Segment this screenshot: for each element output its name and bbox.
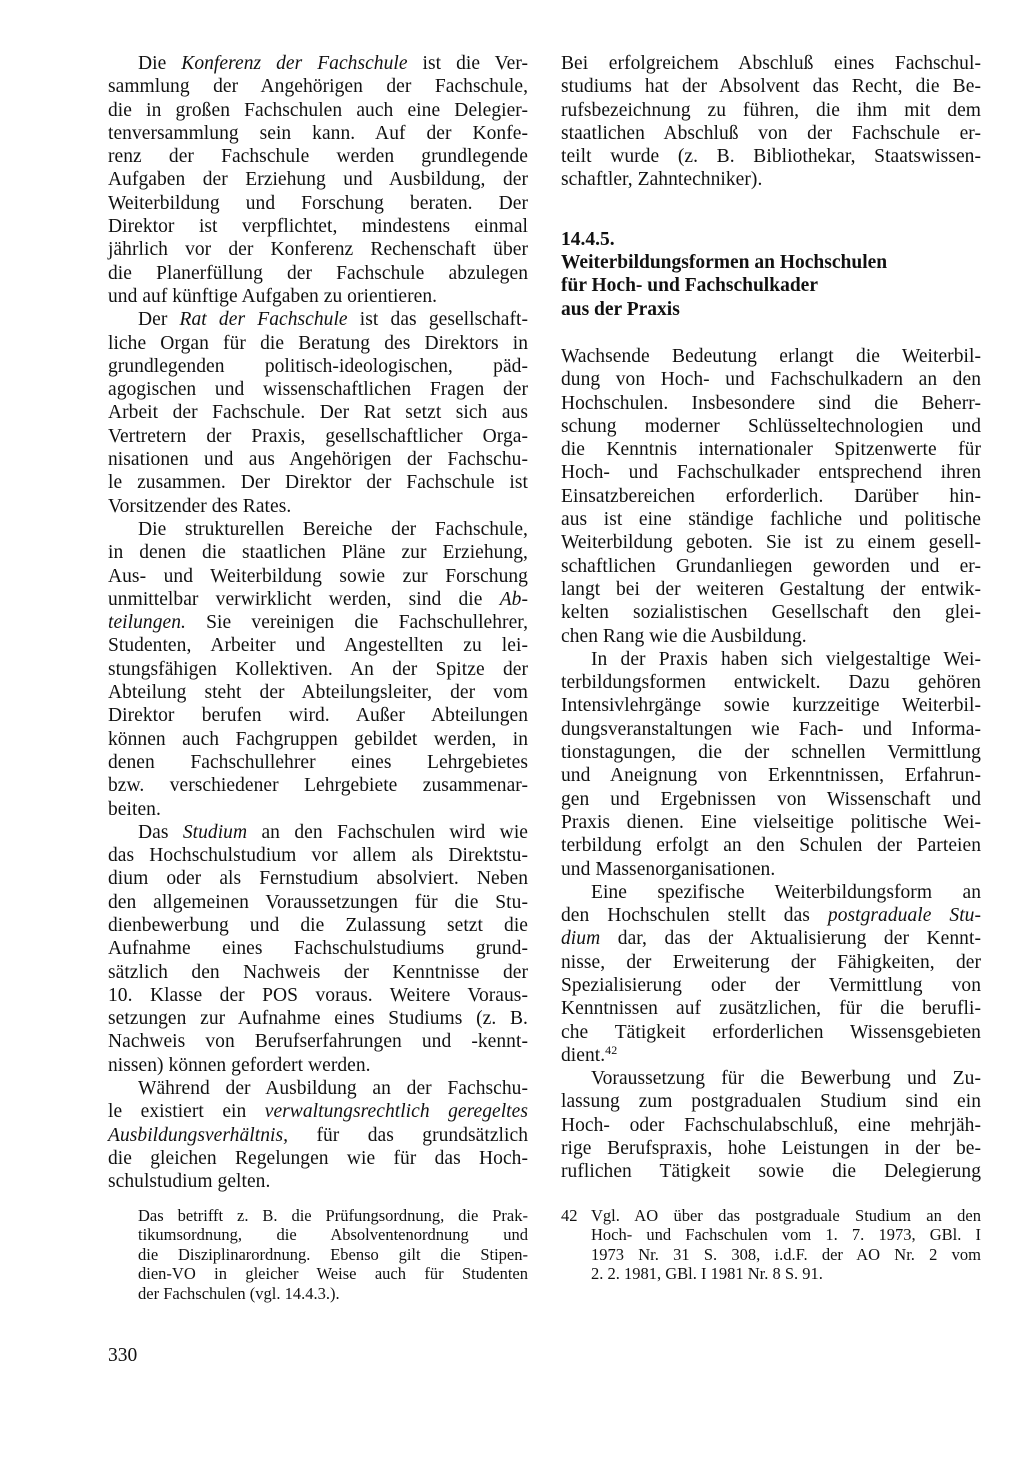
text-line (591, 1206, 981, 1226)
footnote-number: 42 (561, 1205, 578, 1225)
text-run: beiten. (108, 798, 161, 820)
text-line (561, 531, 981, 554)
text-line (561, 625, 981, 648)
text-line (561, 438, 981, 461)
text-run: die Kenntnis internationaler Spitzenwerte für (561, 439, 981, 461)
text-line (108, 308, 528, 331)
text-line (561, 764, 981, 787)
text-line (108, 425, 528, 448)
text-line (108, 658, 528, 681)
text-run: Eine spezifische Weiterbildungsform an (591, 881, 981, 903)
text-line (561, 392, 981, 415)
text-line (108, 914, 528, 937)
text-line (108, 1077, 528, 1100)
text-line (108, 262, 528, 285)
text-line (108, 634, 528, 657)
text-line (108, 1170, 528, 1193)
text-line (561, 741, 981, 764)
text-run: Direktor berufen wird. Außer Abteilungen (108, 705, 528, 727)
text-run: kelten sozialistischen Gesellschaft den glei- (561, 602, 981, 624)
text-run: Bei erfolgreichem Abschluß eines Fachschul- (561, 53, 981, 74)
text-line (108, 891, 528, 914)
text-run: Praxis dienen. Eine vielseitige politische Wei- (561, 811, 981, 833)
text-run: nissen) können gefordert werden. (108, 1054, 371, 1076)
text-line (561, 368, 981, 391)
italic-term: Konferenz der Fachschule (181, 53, 408, 74)
text-run: sätzlich den Nachweis der Kenntnisse der (108, 961, 528, 983)
text-line (108, 168, 528, 191)
text-run: jährlich vor der Konferenz Rechenschaft über (108, 239, 528, 261)
text-line (108, 541, 528, 564)
paragraph-weiterbildung (561, 345, 981, 648)
text-line (561, 951, 981, 974)
text-run: le zusammen. Der Direktor der Fachschule ist (108, 472, 528, 494)
text-run: ist das gesellschaft- (347, 309, 529, 331)
text-run: gen und Ergebnissen von Wissenschaft und (561, 788, 981, 810)
text-run: an den Fachschulen wird wie (247, 821, 528, 843)
text-line (561, 694, 981, 717)
text-run: renz der Fachschule werden grundlegende (108, 146, 528, 168)
text-line (108, 1100, 528, 1123)
text-line (138, 1284, 528, 1304)
text-run: Hochschulen. Insbesondere sind die Beherr- (561, 392, 981, 414)
text-run: Hoch- und Fachschulkader entsprechend ihren (561, 462, 981, 484)
text-run: Das betrifft z. B. die Prüfungsordnung, die Prak- (138, 1205, 528, 1225)
text-line (108, 1030, 528, 1053)
text-line (138, 1225, 528, 1245)
text-run: und Massenorganisationen. (561, 858, 776, 880)
text-run: in denen die staatlichen Pläne zur Erziehung, (108, 542, 528, 564)
text-line (108, 215, 528, 238)
text-line (108, 681, 528, 704)
italic-term: Ausbildungsverhältnis, (108, 1124, 289, 1146)
text-line (561, 834, 981, 857)
text-run: und Aneignung von Erkenntnissen, Erfahrun- (561, 765, 981, 787)
text-run: langt bei der weiteren Gestaltung der entwik- (561, 578, 981, 600)
italic-term: dium (561, 928, 601, 950)
text-run: Kenntnissen auf zusätzlichen, für die berufli- (561, 998, 981, 1020)
text-run: Während der Ausbildung an der Fachschu- (138, 1078, 528, 1100)
text-line (138, 1245, 528, 1265)
text-run: schaftlichen Grundanliegen geworden und er- (561, 555, 981, 577)
text-line (108, 984, 528, 1007)
text-line (108, 401, 528, 424)
text-run: che Tätigkeit erforderlichen Wissensgebieten (561, 1021, 981, 1043)
text-run: dienbewerbung und die Zulassung setzt die (108, 914, 528, 936)
text-line (561, 508, 981, 531)
text-run: staatlichen Abschluß von der Fachschule er- (561, 122, 981, 144)
text-line (561, 718, 981, 741)
text-run: Vorsitzender des Rates. (108, 495, 292, 517)
text-run: agogischen und wissenschaftlichen Fragen der (108, 379, 528, 401)
text-run: dungsveranstaltungen wie Fach- und Informa- (561, 718, 981, 740)
text-run: ist die Ver- (407, 53, 529, 74)
text-line (108, 1124, 528, 1147)
right-column (561, 52, 981, 1284)
text-run: terbildungsformen entwickelt. Dazu gehören (561, 672, 981, 694)
text-run: die gleichen Regelungen wie für das Hoch- (108, 1147, 528, 1169)
text-run: ruflichen Tätigkeit sowie die Delegierung (561, 1161, 981, 1183)
text-line (561, 168, 981, 191)
text-line (108, 937, 528, 960)
text-run: Abteilung steht der Abteilungsleiter, der vom (108, 682, 528, 704)
text-line (108, 751, 528, 774)
paragraph-studium (108, 821, 528, 1077)
text-run: bzw. verschiedener Lehrgebiete zusammenar- (108, 775, 528, 797)
text-run: den Hochschulen stellt das (561, 905, 828, 927)
text-line (561, 601, 981, 624)
text-line (108, 611, 528, 634)
text-run: teilt wurde (z. B. Bibliothekar, Staatswissen- (561, 146, 981, 168)
text-line (108, 704, 528, 727)
text-line (561, 578, 981, 601)
text-run: Spezialisierung oder der Vermittlung von (561, 974, 981, 996)
text-run: Vgl. AO über das postgraduale Studium an den (591, 1205, 981, 1225)
text-line (108, 495, 528, 518)
italic-term: teilungen. (108, 612, 186, 634)
text-run: Voraussetzung für die Bewerbung und Zu- (591, 1068, 981, 1090)
text-run: In der Praxis haben sich vielgestaltige Wei- (591, 648, 981, 670)
text-line (561, 997, 981, 1020)
text-line (591, 1264, 981, 1284)
text-run: Intensivlehrgänge sowie kurzzeitige Weiterbil- (561, 695, 981, 717)
text-line (108, 728, 528, 751)
text-line (561, 1137, 981, 1160)
text-line (108, 961, 528, 984)
text-run: 1973 Nr. 31 S. 308, i.d.F. der AO Nr. 2 vom (591, 1244, 981, 1264)
footnote-42 (561, 1206, 981, 1284)
text-run: für das grundsätzlich (288, 1124, 528, 1146)
page-number: 330 (108, 1345, 138, 1366)
text-line (108, 867, 528, 890)
text-line (561, 145, 981, 168)
text-run: Wachsende Bedeutung erlangt die Weiterbil- (561, 345, 981, 367)
text-run: setzungen zur Aufnahme eines Studiums (z. B. (108, 1008, 528, 1030)
text-line (561, 1114, 981, 1137)
paragraph-rat (108, 308, 528, 518)
text-line (108, 1054, 528, 1077)
paragraph-praxis (561, 648, 981, 881)
text-run: unmittelbar verwirklicht werden, sind die (108, 588, 500, 610)
text-line (108, 238, 528, 261)
text-line (591, 1225, 981, 1245)
text-run: Hoch- oder Fachschulabschluß, eine mehrjäh- (561, 1114, 981, 1136)
text-line (561, 99, 981, 122)
text-line (108, 1147, 528, 1170)
text-run: der Fachschulen (vgl. 14.4.3.). (138, 1283, 340, 1303)
italic-term: Rat der Fachschule (179, 309, 348, 331)
text-line (561, 415, 981, 438)
text-line (108, 1007, 528, 1030)
text-line (108, 122, 528, 145)
text-run: tionstagungen, die der schnellen Vermittlung (561, 742, 981, 764)
text-line (561, 671, 981, 694)
text-run: tikumsordnung, die Absolventenordnung und (138, 1225, 528, 1245)
text-line (561, 1044, 981, 1067)
text-line (108, 798, 528, 821)
text-run: schulstudium gelten. (108, 1171, 271, 1193)
text-run: le existiert ein (108, 1101, 265, 1123)
paragraph-konferenz (108, 52, 528, 308)
section-title-line: aus der Praxis (561, 298, 680, 320)
text-line (561, 345, 981, 368)
text-run: schung moderner Schlüsseltechnologien und (561, 415, 981, 437)
text-run: chen Rang wie die Ausbildung. (561, 625, 807, 647)
italic-term: Studium (182, 821, 248, 843)
text-line (108, 774, 528, 797)
text-run: Die strukturellen Bereiche der Fachschule, (138, 518, 528, 540)
text-line (561, 788, 981, 811)
text-run: Sie vereinigen die Fachschullehrer, (185, 612, 528, 634)
text-line (561, 927, 981, 950)
text-run: terbildung erfolgt an den Schulen der Parteien (561, 835, 981, 857)
italic-term: postgraduale Stu- (827, 905, 982, 927)
text-line (138, 1264, 528, 1284)
paragraph-ausbildungsverhaeltnis (108, 1077, 528, 1193)
text-line (561, 1090, 981, 1113)
text-run: Vertretern der Praxis, gesellschaftlicher Orga- (108, 425, 528, 447)
text-run: lassung zum postgradualen Studium sind ein (561, 1091, 981, 1113)
text-line (108, 332, 528, 355)
text-line (108, 378, 528, 401)
text-line (108, 145, 528, 168)
text-run: den allgemeinen Voraussetzungen für die Stu- (108, 891, 528, 913)
text-run: grundlegenden politisch-ideologischen, päd- (108, 355, 528, 377)
paragraph-postgraduales-studium (561, 881, 981, 1067)
text-line (561, 1021, 981, 1044)
text-run: liche Organ für die Beratung des Direktors in (108, 332, 528, 354)
section-number: 14.4.5. (561, 228, 615, 250)
text-run: Einsatzbereichen erforderlich. Darüber hin- (561, 485, 981, 507)
small-print-note (108, 1206, 528, 1304)
paragraph-voraussetzung (561, 1067, 981, 1183)
text-run: Die (138, 53, 182, 74)
section-title-line: Weiterbildungsformen an Hochschulen (561, 252, 888, 274)
text-line (108, 192, 528, 215)
text-run: dium oder als Fernstudium absolviert. Neben (108, 868, 528, 890)
text-line (108, 448, 528, 471)
text-run: 2. 2. 1981, GBl. I 1981 Nr. 8 S. 91. (591, 1264, 823, 1284)
text-run: rufsbezeichnung zu führen, die ihm mit dem (561, 99, 981, 121)
text-line (561, 904, 981, 927)
text-run: rige Berufspraxis, hohe Leistungen in der be- (561, 1138, 981, 1160)
left-column (108, 52, 528, 1304)
section-title-line: für Hoch- und Fachschulkader (561, 275, 818, 297)
text-line (561, 881, 981, 904)
text-line (108, 285, 528, 308)
footnote-text (591, 1206, 981, 1284)
text-line (138, 1206, 528, 1226)
text-run: Studenten, Arbeiter und Angestellten zu lei- (108, 635, 528, 657)
section-heading (561, 228, 981, 321)
italic-term: verwaltungsrechtlich geregeltes (264, 1101, 528, 1123)
text-run: nisse, der Erweiterung der Fähigkeiten, der (561, 951, 981, 973)
text-line (561, 461, 981, 484)
text-run: Arbeit der Fachschule. Der Rat setzt sich aus (108, 402, 528, 424)
text-line (108, 588, 528, 611)
text-run: Der (138, 309, 180, 331)
text-line (561, 52, 981, 75)
paragraph-abschluss (561, 52, 981, 192)
text-run: können auch Fachgruppen gebildet werden, in (108, 728, 528, 750)
text-line (561, 555, 981, 578)
text-run: schaftler, Zahntechniker). (561, 169, 763, 191)
text-line (561, 1160, 981, 1183)
text-run: die Disziplinarordnung. Ebenso gilt die Stipen- (138, 1244, 528, 1264)
text-run: Weiterbildung geboten. Sie ist zu einem gesell- (561, 532, 981, 554)
text-line (561, 75, 981, 98)
text-line (561, 974, 981, 997)
italic-term: Ab- (499, 588, 528, 610)
text-run: das Hochschulstudium vor allem als Direktstu- (108, 845, 528, 867)
text-line (108, 565, 528, 588)
text-line (108, 518, 528, 541)
text-line (108, 821, 528, 844)
text-run: und auf künftige Aufgaben zu orientieren. (108, 285, 438, 307)
text-run: studiums hat der Absolvent das Recht, die Be- (561, 76, 981, 98)
text-line (108, 75, 528, 98)
text-line (561, 1067, 981, 1090)
text-run: Hoch- und Fachschulen vom 1. 7. 1973, GBl. I (591, 1225, 981, 1245)
text-run: 10. Klasse der POS voraus. Weitere Voraus- (108, 984, 528, 1006)
text-line (108, 52, 528, 75)
text-run: nisationen und aus Angehörigen der Fachschu- (108, 449, 528, 471)
text-run: die Planerfüllung der Fachschule abzulegen (108, 262, 528, 284)
text-run: Aufnahme eines Fachschulstudiums grund- (108, 938, 528, 960)
text-run: Das (138, 821, 183, 843)
text-line (561, 485, 981, 508)
text-run: Aus- und Weiterbildung sowie zur Forschung (108, 565, 528, 587)
text-run: dar, das der Aktualisierung der Kennt- (600, 928, 981, 950)
text-line (561, 858, 981, 881)
text-line (108, 844, 528, 867)
paragraph-abteilungen (108, 518, 528, 821)
text-line (591, 1245, 981, 1265)
text-run: die in großen Fachschulen auch eine Delegier- (108, 99, 528, 121)
text-line (108, 471, 528, 494)
text-line (108, 99, 528, 122)
text-run: Aufgaben der Erziehung und Ausbildung, der (108, 169, 528, 191)
text-run: stungsfähigen Kollektiven. An der Spitze der (108, 658, 528, 680)
text-line (561, 122, 981, 145)
footnote-reference: 42 (605, 1042, 618, 1057)
text-line (108, 355, 528, 378)
text-run: dient. (561, 1044, 606, 1066)
text-run: Nachweis von Berufserfahrungen und -kennt- (108, 1031, 528, 1053)
text-run: dung von Hoch- und Fachschulkadern an den (561, 369, 981, 391)
text-run: Weiterbildung und Forschung beraten. Der (108, 192, 528, 214)
text-line (561, 648, 981, 671)
text-line (561, 811, 981, 834)
text-run: Direktor ist verpflichtet, mindestens einmal (108, 216, 528, 238)
text-run: denen Fachschullehrer eines Lehrgebietes (108, 751, 528, 773)
text-run: dien-VO in gleicher Weise auch für Studenten (138, 1264, 528, 1284)
text-run: aus ist eine ständige fachliche und politische (561, 509, 981, 531)
text-run: tenversammlung sein kann. Auf der Konfe- (108, 122, 528, 144)
text-run: sammlung der Angehörigen der Fachschule, (108, 76, 528, 98)
